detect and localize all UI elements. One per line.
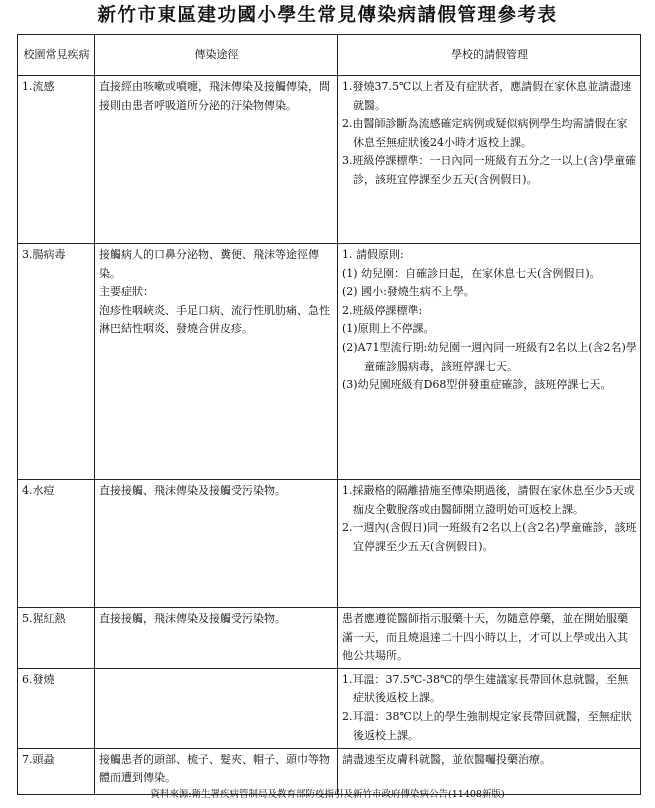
transmission-route <box>95 244 338 480</box>
policy-item: (1) 幼兒園：自確診日起，在家休息七天(含例假日)。 <box>342 266 601 280</box>
policy-item: 3.班級停課標準：一日內同一班級有五分之一以上(含)學童確診，該班宜停課至少五天(含例假日)。 <box>342 154 637 186</box>
disease-name: 4.水痘 <box>18 480 95 608</box>
disease-name: 6.發燒 <box>18 668 95 748</box>
route-text: 主要症狀： <box>99 285 154 299</box>
table-row <box>18 480 641 608</box>
policy-item: (1)原則上不停課。 <box>342 322 435 336</box>
header-route: 傳染途徑 <box>95 35 338 76</box>
transmission-route <box>95 480 338 608</box>
table-row <box>18 244 641 480</box>
policy-item: 患者應遵從醫師指示服藥十天，勿隨意停藥，並在開始服藥滿一天，而且燒退達二十四小時以上，才可以上學或出入其他公共場所。 <box>342 612 628 663</box>
disease-name: 7.頭蝨 <box>18 748 95 794</box>
leave-policy <box>338 668 641 748</box>
policy-item: 2.由醫師診斷為流感確定病例或疑似病例學生均需請假在家休息至無症狀後24小時才返校上課。 <box>342 117 628 149</box>
header-disease: 校園常見疾病 <box>18 35 95 76</box>
leave-policy <box>338 480 641 608</box>
route-text: 直接接觸、飛沫傳染及接觸受污染物。 <box>99 484 286 497</box>
policy-item: 1. 請假原則: <box>342 248 404 261</box>
route-text: 直接接觸，飛沫傳染及接觸受污染物。 <box>99 612 286 625</box>
table-row <box>18 76 641 244</box>
header-policy: 學校的請假管理 <box>338 35 641 76</box>
route-text: 接觸病人的口鼻分泌物、糞便、飛沫等途徑傳染。 <box>99 248 319 280</box>
transmission-route <box>95 76 338 244</box>
transmission-route <box>95 668 338 748</box>
table-row <box>18 608 641 669</box>
policy-item: 1.耳溫：37.5℃-38℃的學生建議家長帶回休息就醫，至無症狀後返校上課。 <box>342 672 629 705</box>
policy-item: 2.耳溫：38℃以上的學生強制規定家長帶回就醫，至無症狀後返校上課。 <box>342 709 632 742</box>
leave-policy <box>338 244 641 480</box>
policy-item: 1.採嚴格的隔離措施至傳染期過後，請假在家休息至少5天或痂皮全數脫落或由醫師開立證明始可返校上課。 <box>342 484 635 516</box>
policy-item: 1.發燒37.5℃以上者及有症狀者，應請假在家休息並請盡速就醫。 <box>342 80 632 112</box>
leave-policy-table <box>17 34 641 795</box>
disease-name: 3.腸病毒 <box>18 244 95 480</box>
leave-policy <box>338 608 641 669</box>
policy-item: (2) 國小:發燒生病不上學。 <box>342 285 475 299</box>
policy-item: 請盡速至皮膚科就醫，並依醫囑投藥治療。 <box>342 752 551 766</box>
table-header-row <box>18 35 641 76</box>
policy-item: 2.一週內(含假日)同一班級有2名以上(含2名)學童確診，該班宜停課至少五天(含例假日)。 <box>342 521 637 553</box>
route-text: 直接經由咳嗽或噴嚏，飛沫傳染及接觸傳染，間接則由患者呼吸道所分泌的汙染物傳染。 <box>99 80 330 112</box>
policy-item: (3)幼兒園班級有D68型併發重症確診，該班停課七天。 <box>342 378 612 392</box>
table-row <box>18 668 641 748</box>
transmission-route <box>95 608 338 669</box>
source-note: 資料來源:衛生署疾病管制局及教育部防疫指引及新竹市政府傳染病公告(11408新版) <box>150 789 505 800</box>
route-text: 泡疹性咽峽炎、手足口病、流行性肌肋痛、急性淋巴結性咽炎、發燒合併皮疹。 <box>99 303 330 336</box>
policy-item: (2)A71型流行期:幼兒園一週內同一班級有2名以上(含2名)學童確診腸病毒，該班停課七天。 <box>342 340 637 373</box>
policy-item: 2.班級停課標準: <box>342 303 423 317</box>
document-title: 新竹市東區建功國小學生常見傳染病請假管理參考表 <box>97 5 558 26</box>
leave-policy <box>338 76 641 244</box>
disease-name: 5.猩紅熱 <box>18 608 95 669</box>
disease-name: 1.流感 <box>18 76 95 244</box>
route-text: 接觸患者的頭部、梳子、髮夾、帽子、頭巾等物體而遭到傳染。 <box>99 752 330 785</box>
